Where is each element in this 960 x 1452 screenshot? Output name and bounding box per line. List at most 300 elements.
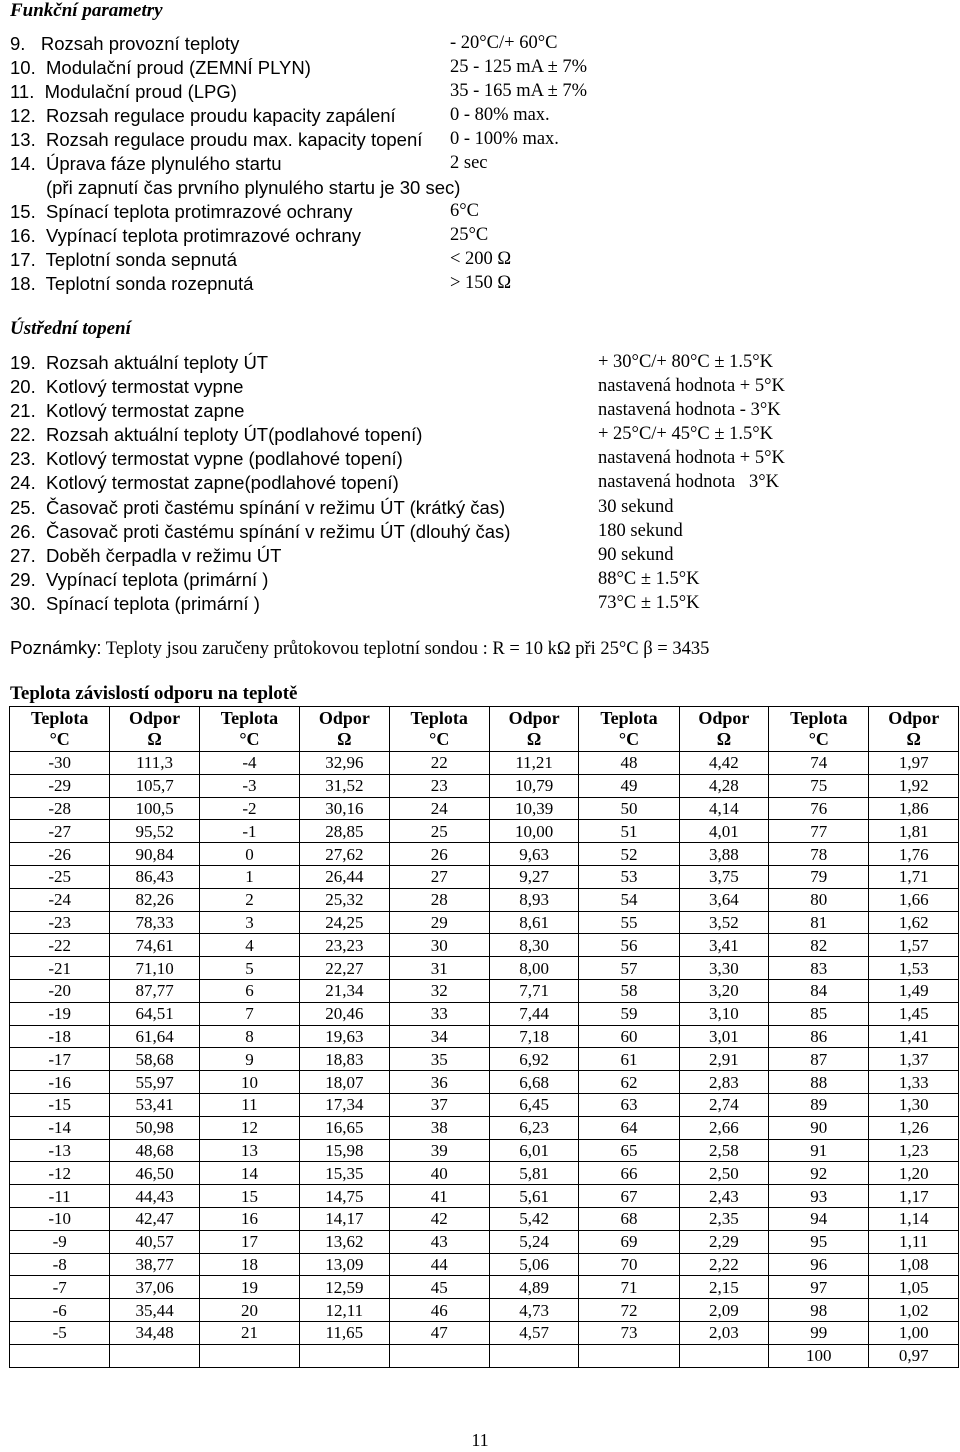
temperature-cell: 36 [389, 1071, 489, 1094]
resistance-cell: 4,73 [489, 1299, 578, 1322]
temperature-cell: 77 [769, 820, 869, 843]
header-resistance [110, 707, 199, 752]
resistance-cell: 3,64 [679, 888, 768, 911]
param-label: 20. Kotlový termostat vypne [10, 376, 244, 397]
resistance-cell: 1,53 [869, 957, 959, 980]
resistance-cell: 6,92 [489, 1048, 578, 1071]
temperature-cell: 28 [389, 888, 489, 911]
temperature-cell: 54 [579, 888, 679, 911]
param-value: 180 sekund [598, 521, 683, 541]
header-resistance-unit: Ω [337, 729, 352, 749]
resistance-cell: 8,30 [489, 934, 578, 957]
temperature-cell: 14 [199, 1162, 299, 1185]
header-resistance [489, 707, 578, 752]
temperature-cell: 47 [389, 1321, 489, 1344]
temperature-cell: 42 [389, 1207, 489, 1230]
temperature-cell: -10 [10, 1207, 110, 1230]
resistance-cell: 3,10 [679, 1002, 768, 1025]
resistance-cell: 4,57 [489, 1321, 578, 1344]
temperature-cell: 4 [199, 934, 299, 957]
temperature-cell: -28 [10, 797, 110, 820]
temperature-cell: 99 [769, 1321, 869, 1344]
temperature-cell: 94 [769, 1207, 869, 1230]
note-label: Poznámky: [10, 637, 102, 658]
resistance-cell: 1,49 [869, 979, 959, 1002]
table-row [10, 1321, 959, 1344]
temperature-cell: 76 [769, 797, 869, 820]
param-label: 14. Úprava fáze plynulého startu [10, 153, 282, 174]
table-row [10, 1093, 959, 1116]
resistance-cell: 16,65 [300, 1116, 389, 1139]
temperature-cell: 61 [579, 1048, 679, 1071]
table-row [10, 1230, 959, 1253]
temperature-cell: 79 [769, 865, 869, 888]
resistance-cell: 90,84 [110, 843, 199, 866]
param-value: + 30°C/+ 80°C ± 1.5°K [598, 352, 774, 372]
table-row [10, 1162, 959, 1185]
temperature-cell: -26 [10, 843, 110, 866]
resistance-cell: 1,23 [869, 1139, 959, 1162]
header-resistance-label: Odpor [888, 708, 940, 728]
temperature-cell: 57 [579, 957, 679, 980]
resistance-cell: 22,27 [300, 957, 389, 980]
temperature-cell: 44 [389, 1253, 489, 1276]
temperature-cell: -2 [199, 797, 299, 820]
temperature-cell: 16 [199, 1207, 299, 1230]
param-label: 21. Kotlový termostat zapne [10, 400, 245, 421]
resistance-cell: 61,64 [110, 1025, 199, 1048]
temperature-cell: -25 [10, 865, 110, 888]
table-row [10, 1002, 959, 1025]
temperature-cell: 93 [769, 1185, 869, 1208]
resistance-cell: 5,24 [489, 1230, 578, 1253]
temperature-cell: -15 [10, 1093, 110, 1116]
resistance-cell: 50,98 [110, 1116, 199, 1139]
resistance-table [9, 706, 959, 1368]
resistance-cell [679, 1344, 768, 1367]
param-value: 35 - 165 mA ± 7% [450, 81, 588, 101]
resistance-cell: 82,26 [110, 888, 199, 911]
functional-param-row [0, 225, 960, 249]
functional-param-row [0, 153, 960, 177]
temperature-cell: 67 [579, 1185, 679, 1208]
param-value: nastavená hodnota 3°K [598, 472, 780, 492]
temperature-cell: 51 [579, 820, 679, 843]
resistance-cell: 1,26 [869, 1116, 959, 1139]
functional-param-row [0, 249, 960, 273]
resistance-cell: 74,61 [110, 934, 199, 957]
param-value: 2 sec [450, 153, 488, 173]
functional-param-row [0, 33, 960, 57]
resistance-cell: 64,51 [110, 1002, 199, 1025]
resistance-cell: 2,35 [679, 1207, 768, 1230]
resistance-cell: 1,41 [869, 1025, 959, 1048]
resistance-cell: 21,34 [300, 979, 389, 1002]
central-heating-param-row [0, 400, 960, 424]
table-row [10, 957, 959, 980]
temperature-cell: 29 [389, 911, 489, 934]
temperature-cell: 0 [199, 843, 299, 866]
resistance-cell: 26,44 [300, 865, 389, 888]
resistance-cell: 35,44 [110, 1299, 199, 1322]
table-row [10, 1139, 959, 1162]
resistance-cell: 3,52 [679, 911, 768, 934]
header-resistance [679, 707, 768, 752]
header-temperature [199, 707, 299, 752]
resistance-cell: 42,47 [110, 1207, 199, 1230]
table-row [10, 1299, 959, 1322]
resistance-cell: 1,14 [869, 1207, 959, 1230]
temperature-cell: 73 [579, 1321, 679, 1344]
resistance-cell: 12,59 [300, 1276, 389, 1299]
resistance-cell: 3,88 [679, 843, 768, 866]
temperature-cell [10, 1344, 110, 1367]
resistance-cell: 1,11 [869, 1230, 959, 1253]
temperature-cell: 1 [199, 865, 299, 888]
resistance-cell: 3,01 [679, 1025, 768, 1048]
resistance-table-title: Teplota závislostí odporu na teplotě [10, 683, 298, 704]
temperature-cell: 33 [389, 1002, 489, 1025]
header-temperature [389, 707, 489, 752]
temperature-cell: 68 [579, 1207, 679, 1230]
param-label: 25. Časovač proti častému spínání v režimu ÚT (krátký čas) [10, 497, 506, 518]
temperature-cell: 26 [389, 843, 489, 866]
table-row [10, 1071, 959, 1094]
header-temperature-label: Teplota [600, 708, 658, 728]
resistance-cell: 30,16 [300, 797, 389, 820]
header-temperature [579, 707, 679, 752]
resistance-cell: 7,44 [489, 1002, 578, 1025]
resistance-cell: 1,33 [869, 1071, 959, 1094]
resistance-cell: 1,66 [869, 888, 959, 911]
temperature-cell: 81 [769, 911, 869, 934]
resistance-cell: 15,35 [300, 1162, 389, 1185]
temperature-cell: 38 [389, 1116, 489, 1139]
table-row [10, 1276, 959, 1299]
header-resistance-label: Odpor [698, 708, 750, 728]
param-label: 19. Rozsah aktuální teploty ÚT [10, 352, 269, 373]
functional-param-row [0, 201, 960, 225]
table-row [10, 1185, 959, 1208]
temperature-cell: -18 [10, 1025, 110, 1048]
resistance-cell [300, 1344, 389, 1367]
temperature-cell: 22 [389, 752, 489, 775]
resistance-cell: 95,52 [110, 820, 199, 843]
resistance-cell: 58,68 [110, 1048, 199, 1071]
resistance-cell: 2,22 [679, 1253, 768, 1276]
temperature-cell: -8 [10, 1253, 110, 1276]
resistance-cell: 38,77 [110, 1253, 199, 1276]
temperature-cell: 45 [389, 1276, 489, 1299]
central-heating-param-row [0, 593, 960, 617]
param-label: 10. Modulační proud (ZEMNÍ PLYN) [10, 57, 311, 78]
temperature-cell: 72 [579, 1299, 679, 1322]
resistance-cell: 44,43 [110, 1185, 199, 1208]
table-row [10, 797, 959, 820]
temperature-cell: -14 [10, 1116, 110, 1139]
header-temperature-unit: °C [808, 729, 829, 749]
functional-param-row [0, 177, 960, 201]
resistance-cell: 1,62 [869, 911, 959, 934]
temperature-cell: 98 [769, 1299, 869, 1322]
temperature-cell: 50 [579, 797, 679, 820]
temperature-cell: 75 [769, 774, 869, 797]
temperature-cell: -24 [10, 888, 110, 911]
temperature-cell: 82 [769, 934, 869, 957]
resistance-cell: 13,09 [300, 1253, 389, 1276]
resistance-cell: 6,68 [489, 1071, 578, 1094]
temperature-cell: 9 [199, 1048, 299, 1071]
resistance-cell: 2,50 [679, 1162, 768, 1185]
resistance-cell: 12,11 [300, 1299, 389, 1322]
resistance-cell: 6,01 [489, 1139, 578, 1162]
table-row [10, 1344, 959, 1367]
param-label: 18. Teplotní sonda rozepnutá [10, 273, 254, 294]
resistance-cell: 5,81 [489, 1162, 578, 1185]
temperature-cell: -30 [10, 752, 110, 775]
resistance-cell: 1,37 [869, 1048, 959, 1071]
resistance-cell: 19,63 [300, 1025, 389, 1048]
temperature-cell: -23 [10, 911, 110, 934]
temperature-cell: 97 [769, 1276, 869, 1299]
resistance-cell: 3,75 [679, 865, 768, 888]
central-heating-param-row [0, 424, 960, 448]
resistance-cell: 4,01 [679, 820, 768, 843]
header-resistance-unit: Ω [526, 729, 542, 749]
param-label: 27. Doběh čerpadla v režimu ÚT [10, 545, 282, 566]
resistance-cell: 2,09 [679, 1299, 768, 1322]
resistance-cell: 40,57 [110, 1230, 199, 1253]
temperature-cell: 95 [769, 1230, 869, 1253]
temperature-cell: 27 [389, 865, 489, 888]
resistance-cell: 10,79 [489, 774, 578, 797]
temperature-cell: -29 [10, 774, 110, 797]
param-value: nastavená hodnota - 3°K [598, 400, 781, 420]
temperature-cell: -7 [10, 1276, 110, 1299]
resistance-cell: 46,50 [110, 1162, 199, 1185]
param-value: 88°C ± 1.5°K [598, 569, 700, 589]
header-temperature-unit: °C [239, 729, 260, 749]
central-heating-param-row [0, 545, 960, 569]
resistance-cell: 1,30 [869, 1093, 959, 1116]
temperature-cell: 40 [389, 1162, 489, 1185]
resistance-cell [110, 1344, 199, 1367]
resistance-cell: 86,43 [110, 865, 199, 888]
header-temperature-label: Teplota [220, 708, 279, 728]
resistance-cell: 27,62 [300, 843, 389, 866]
param-value: + 25°C/+ 45°C ± 1.5°K [598, 424, 774, 444]
resistance-cell: 1,86 [869, 797, 959, 820]
header-resistance-unit: Ω [716, 729, 732, 749]
resistance-cell: 18,07 [300, 1071, 389, 1094]
temperature-cell: -4 [199, 752, 299, 775]
temperature-cell: -16 [10, 1071, 110, 1094]
central-heating-param-row [0, 521, 960, 545]
resistance-cell: 9,27 [489, 865, 578, 888]
resistance-cell: 1,81 [869, 820, 959, 843]
temperature-cell: 3 [199, 911, 299, 934]
resistance-cell: 2,83 [679, 1071, 768, 1094]
temperature-cell: 56 [579, 934, 679, 957]
temperature-cell: 48 [579, 752, 679, 775]
resistance-cell: 2,03 [679, 1321, 768, 1344]
temperature-cell: 17 [199, 1230, 299, 1253]
temperature-cell: 64 [579, 1116, 679, 1139]
resistance-cell: 34,48 [110, 1321, 199, 1344]
resistance-cell: 17,34 [300, 1093, 389, 1116]
table-row [10, 888, 959, 911]
temperature-cell: 83 [769, 957, 869, 980]
temperature-cell: 78 [769, 843, 869, 866]
functional-param-row [0, 129, 960, 153]
resistance-cell: 1,05 [869, 1276, 959, 1299]
param-value: 6°C [450, 201, 479, 221]
header-resistance-label: Odpor [508, 708, 560, 728]
resistance-cell: 2,91 [679, 1048, 768, 1071]
functional-param-row [0, 57, 960, 81]
header-temperature-label: Teplota [30, 708, 89, 728]
resistance-cell: 3,30 [679, 957, 768, 980]
temperature-cell: 35 [389, 1048, 489, 1071]
resistance-cell: 5,06 [489, 1253, 578, 1276]
param-label: 13. Rozsah regulace proudu max. kapacity topení [10, 129, 423, 150]
resistance-cell: 8,61 [489, 911, 578, 934]
temperature-cell: 12 [199, 1116, 299, 1139]
temperature-cell: 62 [579, 1071, 679, 1094]
temperature-cell: 69 [579, 1230, 679, 1253]
resistance-cell: 1,20 [869, 1162, 959, 1185]
header-resistance-unit: Ω [147, 729, 162, 749]
temperature-cell [389, 1344, 489, 1367]
resistance-cell: 111,3 [110, 752, 199, 775]
resistance-cell: 1,00 [869, 1321, 959, 1344]
param-label: 24. Kotlový termostat zapne(podlahové topení) [10, 472, 399, 493]
resistance-cell: 1,17 [869, 1185, 959, 1208]
resistance-cell: 6,23 [489, 1116, 578, 1139]
temperature-cell: 19 [199, 1276, 299, 1299]
temperature-cell: 66 [579, 1162, 679, 1185]
resistance-cell: 1,71 [869, 865, 959, 888]
resistance-cell: 32,96 [300, 752, 389, 775]
header-resistance-label: Odpor [129, 708, 181, 728]
functional-param-row [0, 81, 960, 105]
resistance-cell: 28,85 [300, 820, 389, 843]
temperature-cell: 43 [389, 1230, 489, 1253]
temperature-cell: 90 [769, 1116, 869, 1139]
table-row [10, 1048, 959, 1071]
central-heating-param-row [0, 569, 960, 593]
param-value: nastavená hodnota + 5°K [598, 448, 785, 468]
param-label: 22. Rozsah aktuální teploty ÚT(podlahové topení) [10, 424, 423, 445]
central-heating-param-row [0, 472, 960, 496]
table-header-row [10, 707, 959, 752]
resistance-cell: 14,75 [300, 1185, 389, 1208]
temperature-cell: 18 [199, 1253, 299, 1276]
param-value: 73°C ± 1.5°K [598, 593, 700, 613]
temperature-cell: 39 [389, 1139, 489, 1162]
central-heating-title: Ústřední topení [10, 318, 131, 339]
param-label: 26. Časovač proti častému spínání v režimu ÚT (dlouhý čas) [10, 521, 511, 542]
temperature-cell: -22 [10, 934, 110, 957]
temperature-cell: 30 [389, 934, 489, 957]
temperature-cell: 8 [199, 1025, 299, 1048]
table-row [10, 1253, 959, 1276]
resistance-cell: 18,83 [300, 1048, 389, 1071]
temperature-cell: -1 [199, 820, 299, 843]
note [10, 637, 709, 660]
param-label: 17. Teplotní sonda sepnutá [10, 249, 237, 270]
temperature-cell: 74 [769, 752, 869, 775]
param-value: - 20°C/+ 60°C [450, 33, 558, 53]
temperature-cell [199, 1344, 299, 1367]
header-temperature-unit: °C [618, 729, 640, 749]
temperature-cell: 89 [769, 1093, 869, 1116]
param-value: 30 sekund [598, 497, 674, 517]
temperature-cell: -12 [10, 1162, 110, 1185]
resistance-cell: 55,97 [110, 1071, 199, 1094]
resistance-cell: 48,68 [110, 1139, 199, 1162]
resistance-cell: 8,00 [489, 957, 578, 980]
table-row [10, 911, 959, 934]
header-temperature [769, 707, 869, 752]
param-value: 90 sekund [598, 545, 674, 565]
functional-param-row [0, 105, 960, 129]
temperature-cell: 96 [769, 1253, 869, 1276]
table-row [10, 1207, 959, 1230]
temperature-cell: 32 [389, 979, 489, 1002]
resistance-cell: 4,89 [489, 1276, 578, 1299]
resistance-cell: 7,71 [489, 979, 578, 1002]
table-row [10, 843, 959, 866]
param-value: 25°C [450, 225, 489, 245]
temperature-cell: 5 [199, 957, 299, 980]
temperature-cell: -13 [10, 1139, 110, 1162]
temperature-cell: 34 [389, 1025, 489, 1048]
resistance-cell: 31,52 [300, 774, 389, 797]
table-row [10, 865, 959, 888]
param-label: 12. Rozsah regulace proudu kapacity zapálení [10, 105, 396, 126]
resistance-cell [489, 1344, 578, 1367]
table-row [10, 1116, 959, 1139]
resistance-cell: 1,02 [869, 1299, 959, 1322]
header-temperature [10, 707, 110, 752]
resistance-cell: 3,41 [679, 934, 768, 957]
resistance-cell: 53,41 [110, 1093, 199, 1116]
temperature-cell: -11 [10, 1185, 110, 1208]
param-value: 0 - 80% max. [450, 105, 550, 125]
temperature-cell: 65 [579, 1139, 679, 1162]
resistance-cell: 2,43 [679, 1185, 768, 1208]
table-row [10, 820, 959, 843]
table-row [10, 934, 959, 957]
temperature-cell [579, 1344, 679, 1367]
table-row [10, 979, 959, 1002]
resistance-cell: 1,92 [869, 774, 959, 797]
resistance-cell: 6,45 [489, 1093, 578, 1116]
temperature-cell: -27 [10, 820, 110, 843]
temperature-cell: 70 [579, 1253, 679, 1276]
temperature-cell: -20 [10, 979, 110, 1002]
resistance-cell: 4,28 [679, 774, 768, 797]
table-row [10, 774, 959, 797]
temperature-cell: 86 [769, 1025, 869, 1048]
temperature-cell: 41 [389, 1185, 489, 1208]
temperature-cell: 87 [769, 1048, 869, 1071]
temperature-cell: 60 [579, 1025, 679, 1048]
header-temperature-unit: °C [49, 729, 70, 749]
temperature-cell: 6 [199, 979, 299, 1002]
temperature-cell: 31 [389, 957, 489, 980]
